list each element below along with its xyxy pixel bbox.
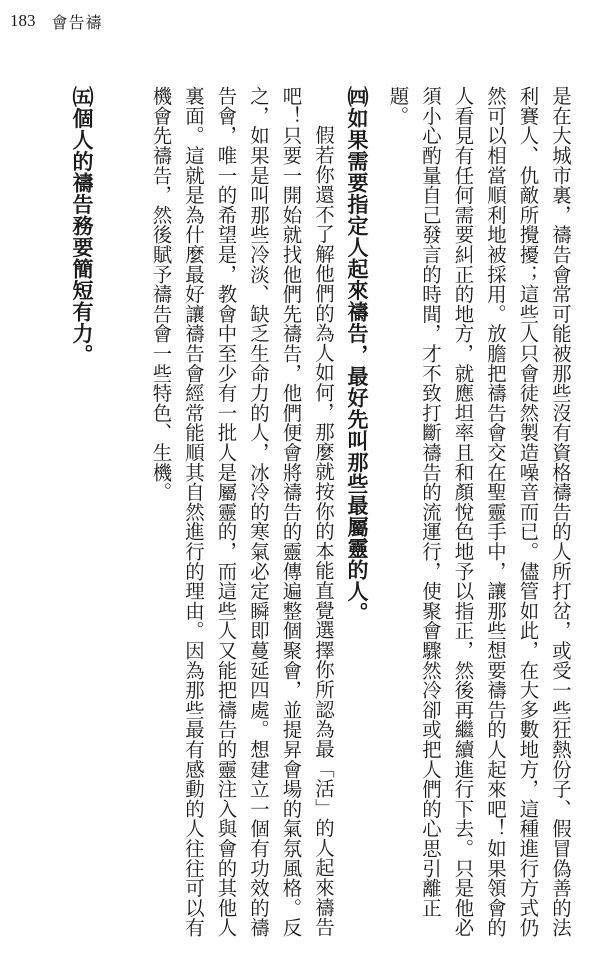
page-header bbox=[10, 8, 103, 34]
paragraph-section-4: 假若你還不了解他們的為人如何，那麼就按你的本能直覺選擇你所認為最「活」的人起來禱告吧！只要一開始就找他們先禱告，他們便會將禱告的靈傳遍整個聚會，並提昇會場的氣氛風格。反之，如果是叫那些冷淡、缺乏生命力的人，冰冷的寒氣必定瞬即蔓延四處。想建立一個有功效的禱告會，唯一的希望是，教會中至少有一批人是屬靈的，而這些人又能把禱告的靈注入與會的其他人裏面。這就是為什麼最好讓禱告會經常能順其自然進行的理由。因為那些最有感動的人往往可以有機會先禱告，然後賦予禱告會一些特色、生機。 bbox=[149, 86, 335, 938]
running-title: 會告禱 bbox=[51, 12, 103, 32]
section-heading-5: ㈤個人的禱告務要簡短有力。 bbox=[70, 86, 94, 366]
page-number: 183 bbox=[10, 11, 36, 30]
section-heading-4: ㈣如果需要指定人起來禱告，最好先叫那些最屬靈的人。 bbox=[345, 86, 369, 624]
paragraph-continued: 是在大城市裏，禱告會常可能被那些沒有資格禱告的人所打岔，或受一些狂熱份子、假冒偽善的法利賽人、仇敵所攪擾；這些人只會徒然製造噪音而已。儘管如此，在大多數地方，這種進行方式仍然可以相當順利地被採用。放膽把禱告會交在聖靈手中，讓那些想要禱告的人起來吧！如果領會的人看見有任何需要糾正的地方，就應坦率且和顏悅色地予以指正，然後再繼續進行下去。只是他必須小心酌量自己發言的時間，才不致打斷禱告的流運行，使聚會驟然冷卻或把人們的心思引離正題。 bbox=[386, 86, 572, 938]
body-text bbox=[16, 86, 576, 938]
